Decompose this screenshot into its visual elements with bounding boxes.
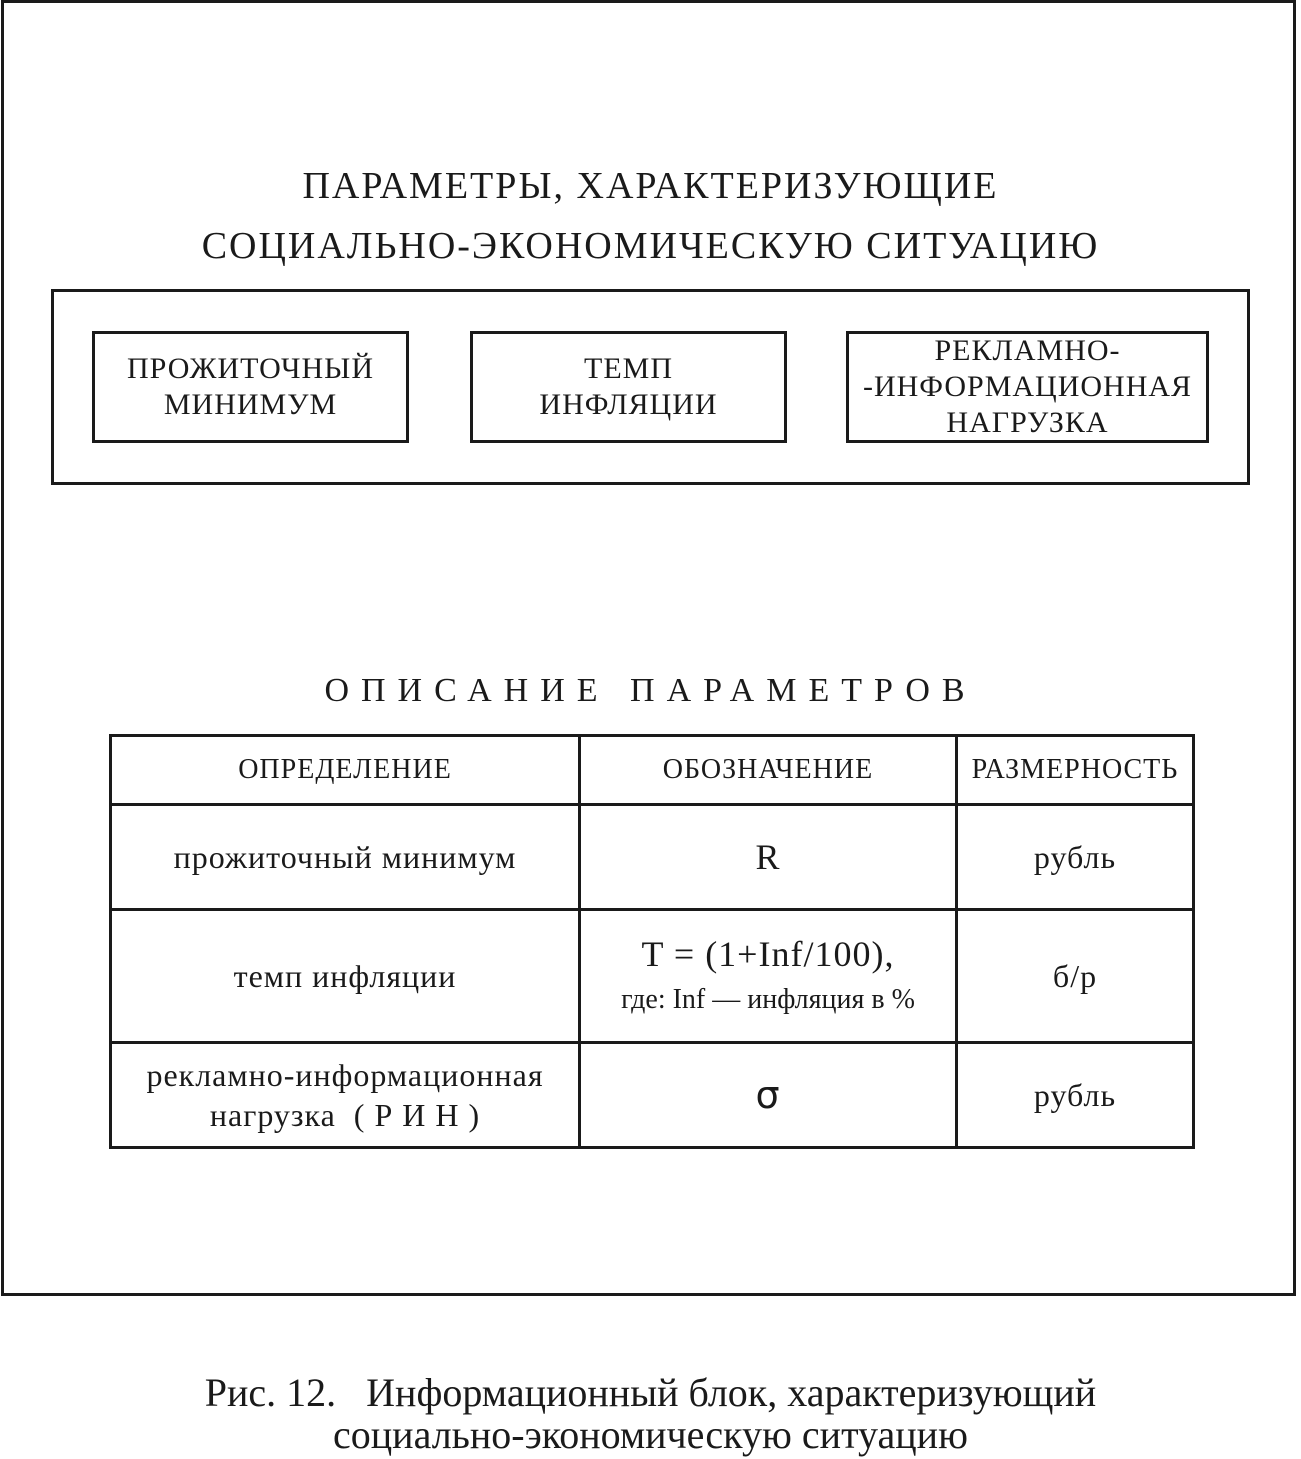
notation-formula: T = (1+Inf/100), <box>641 934 895 974</box>
dimension-text: рубль <box>1033 839 1117 875</box>
dimension-cell <box>957 1043 1194 1148</box>
caption-text: Информационный блок, характеризующий <box>366 1370 1097 1415</box>
notation-symbol: R <box>755 837 781 877</box>
figure-heading <box>0 160 1301 272</box>
definition-text: темп инфляции <box>233 958 457 994</box>
definition-cell <box>111 910 580 1043</box>
parameters-table <box>109 734 1195 1149</box>
caption-number: Рис. 12. <box>204 1370 337 1415</box>
table-header-row <box>111 736 1194 805</box>
param-box-inflation-rate <box>470 331 787 443</box>
param-box-line: -ИНФОРМАЦИОННАЯ <box>862 370 1193 403</box>
param-box-advertising-load <box>846 331 1209 443</box>
definition-cell <box>111 805 580 910</box>
table-row <box>111 910 1194 1043</box>
caption-line-1 <box>0 1372 1301 1414</box>
dimension-text: б/р <box>1052 958 1098 994</box>
notation-cell <box>580 805 957 910</box>
notation-cell <box>580 910 957 1043</box>
param-box-line: ИНФЛЯЦИИ <box>539 388 718 421</box>
definition-text: прожиточный минимум <box>173 839 517 875</box>
caption-line-2: социально-экономическую ситуацию <box>333 1412 968 1457</box>
heading-line-1: ПАРАМЕТРЫ, ХАРАКТЕРИЗУЮЩИЕ <box>302 165 999 207</box>
definition-text: нагрузка ( Р И Н ) <box>209 1097 481 1133</box>
param-box-line: НАГРУЗКА <box>946 406 1109 439</box>
figure-caption <box>0 1372 1301 1456</box>
param-box-line: РЕКЛАМНО- <box>934 334 1121 367</box>
heading-line-2: СОЦИАЛЬНО-ЭКОНОМИЧЕСКУЮ СИТУАЦИЮ <box>201 225 1100 267</box>
description-title: ОПИСАНИЕ ПАРАМЕТРОВ <box>324 672 977 709</box>
param-box-living-minimum <box>92 331 409 443</box>
table-row <box>111 1043 1194 1148</box>
notation-sigma: σ <box>755 1073 781 1117</box>
column-header-dimension: РАЗМЕРНОСТЬ <box>957 736 1194 805</box>
notation-cell <box>580 1043 957 1148</box>
column-header-notation: ОБОЗНАЧЕНИЕ <box>580 736 957 805</box>
param-box-line: МИНИМУМ <box>163 388 338 421</box>
definition-text: рекламно-информационная <box>146 1057 544 1093</box>
definition-cell <box>111 1043 580 1148</box>
column-header-definition: ОПРЕДЕЛЕНИЕ <box>111 736 580 805</box>
param-box-line: ПРОЖИТОЧНЫЙ <box>126 352 374 385</box>
dimension-cell <box>957 910 1194 1043</box>
notation-note: где: Inf — инфляция в % <box>621 984 915 1015</box>
dimension-text: рубль <box>1033 1077 1117 1113</box>
dimension-cell <box>957 805 1194 910</box>
table-row <box>111 805 1194 910</box>
param-box-line: ТЕМП <box>584 352 673 385</box>
